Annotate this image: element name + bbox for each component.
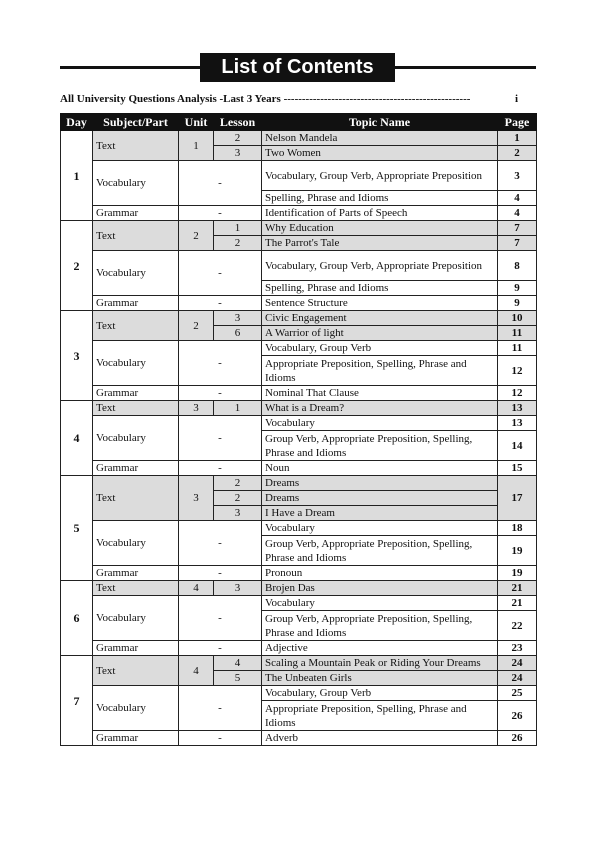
page-number[interactable]: 10 <box>498 311 537 326</box>
subject-text: Text <box>93 476 179 521</box>
table-row <box>61 251 537 281</box>
lesson-number: 2 <box>214 491 262 506</box>
topic-name[interactable]: Vocabulary <box>262 416 498 431</box>
page-number[interactable]: 13 <box>498 416 537 431</box>
topic-name[interactable]: Spelling, Phrase and Idioms <box>262 281 498 296</box>
lesson-number: 4 <box>214 656 262 671</box>
page-number[interactable]: 12 <box>498 386 537 401</box>
day-number: 2 <box>61 221 93 311</box>
unit-number: 4 <box>179 656 214 686</box>
table-row <box>61 476 537 491</box>
table-row <box>61 566 537 581</box>
topic-name[interactable]: Nominal That Clause <box>262 386 498 401</box>
unit-lesson-dash: - <box>179 251 262 296</box>
subject-grammar: Grammar <box>93 566 179 581</box>
subject-grammar: Grammar <box>93 641 179 656</box>
day-number: 4 <box>61 401 93 476</box>
topic-name[interactable]: Sentence Structure <box>262 296 498 311</box>
unit-lesson-dash: - <box>179 731 262 746</box>
page-number[interactable]: 19 <box>498 536 537 566</box>
topic-name[interactable]: Appropriate Preposition, Spelling, Phrase and Idioms <box>262 356 498 386</box>
header-subject: Subject/Part <box>93 114 179 131</box>
unit-lesson-dash: - <box>179 521 262 566</box>
page-number[interactable]: 24 <box>498 656 537 671</box>
page-title: List of Contents <box>200 53 395 82</box>
subject-grammar: Grammar <box>93 206 179 221</box>
subject-vocabulary: Vocabulary <box>93 161 179 206</box>
page-number[interactable]: 12 <box>498 356 537 386</box>
topic-name[interactable]: A Warrior of light <box>262 326 498 341</box>
topic-name[interactable]: Appropriate Preposition, Spelling, Phrase and Idioms <box>262 701 498 731</box>
page-number[interactable]: 21 <box>498 596 537 611</box>
topic-name[interactable]: Dreams <box>262 491 498 506</box>
table-row <box>61 731 537 746</box>
page-number[interactable]: 26 <box>498 731 537 746</box>
contents-table <box>60 113 537 746</box>
page-number[interactable]: 11 <box>498 326 537 341</box>
topic-name[interactable]: Spelling, Phrase and Idioms <box>262 191 498 206</box>
table-row <box>61 461 537 476</box>
subject-grammar: Grammar <box>93 731 179 746</box>
table-row <box>61 341 537 356</box>
topic-name[interactable]: Vocabulary, Group Verb <box>262 341 498 356</box>
topic-name[interactable]: Civic Engagement <box>262 311 498 326</box>
table-header-row <box>61 114 537 131</box>
page-number[interactable]: 9 <box>498 281 537 296</box>
topic-name[interactable]: Dreams <box>262 476 498 491</box>
unit-lesson-dash: - <box>179 161 262 206</box>
subject-text: Text <box>93 581 179 596</box>
unit-number: 1 <box>179 131 214 161</box>
day-number: 7 <box>61 656 93 746</box>
table-row <box>61 521 537 536</box>
day-number: 6 <box>61 581 93 656</box>
unit-lesson-dash: - <box>179 296 262 311</box>
subject-grammar: Grammar <box>93 461 179 476</box>
unit-number: 2 <box>179 311 214 341</box>
lesson-number: 2 <box>214 476 262 491</box>
topic-name[interactable]: Adjective <box>262 641 498 656</box>
topic-name[interactable]: Noun <box>262 461 498 476</box>
topic-name[interactable]: The Parrot's Tale <box>262 236 498 251</box>
topic-name[interactable]: Adverb <box>262 731 498 746</box>
subject-text: Text <box>93 401 179 416</box>
table-body <box>61 131 537 746</box>
subject-text: Text <box>93 131 179 161</box>
page-number[interactable]: 18 <box>498 521 537 536</box>
day-number: 5 <box>61 476 93 581</box>
page-number[interactable]: 26 <box>498 701 537 731</box>
unit-number: 3 <box>179 401 214 416</box>
topic-name[interactable]: Pronoun <box>262 566 498 581</box>
topic-name[interactable]: What is a Dream? <box>262 401 498 416</box>
lesson-number: 3 <box>214 506 262 521</box>
topic-name[interactable]: I Have a Dream <box>262 506 498 521</box>
table-row <box>61 386 537 401</box>
page-number[interactable]: 22 <box>498 611 537 641</box>
page-number[interactable]: 25 <box>498 686 537 701</box>
lesson-number: 1 <box>214 401 262 416</box>
topic-name[interactable]: The Unbeaten Girls <box>262 671 498 686</box>
page-number[interactable]: 7 <box>498 221 537 236</box>
page-number[interactable]: 21 <box>498 581 537 596</box>
table-row <box>61 206 537 221</box>
unit-number: 2 <box>179 221 214 251</box>
unit-lesson-dash: - <box>179 686 262 731</box>
topic-name[interactable]: Two Women <box>262 146 498 161</box>
header-unit: Unit <box>179 114 214 131</box>
unit-lesson-dash: - <box>179 386 262 401</box>
lesson-number: 2 <box>214 131 262 146</box>
table-row <box>61 416 537 431</box>
table-row <box>61 296 537 311</box>
subject-vocabulary: Vocabulary <box>93 416 179 461</box>
lesson-number: 2 <box>214 236 262 251</box>
day-number: 1 <box>61 131 93 221</box>
page-number[interactable]: 19 <box>498 566 537 581</box>
subject-text: Text <box>93 656 179 686</box>
day-number: 3 <box>61 311 93 401</box>
topic-name[interactable]: Why Education <box>262 221 498 236</box>
page-number[interactable]: 1 <box>498 131 537 146</box>
subject-text: Text <box>93 221 179 251</box>
subject-vocabulary: Vocabulary <box>93 521 179 566</box>
topic-name[interactable]: Group Verb, Appropriate Preposition, Spelling, Phrase and Idioms <box>262 536 498 566</box>
table-row <box>61 311 537 326</box>
page-number[interactable]: 11 <box>498 341 537 356</box>
topic-name[interactable]: Vocabulary, Group Verb <box>262 686 498 701</box>
subject-vocabulary: Vocabulary <box>93 341 179 386</box>
page-number[interactable]: 4 <box>498 191 537 206</box>
lesson-number: 6 <box>214 326 262 341</box>
unit-lesson-dash: - <box>179 416 262 461</box>
page-number[interactable]: 15 <box>498 461 537 476</box>
page-number[interactable]: 2 <box>498 146 537 161</box>
unit-lesson-dash: - <box>179 461 262 476</box>
topic-name[interactable]: Vocabulary <box>262 596 498 611</box>
table-row <box>61 686 537 701</box>
lesson-number: 1 <box>214 221 262 236</box>
header-topic: Topic Name <box>262 114 498 131</box>
page-number[interactable]: 7 <box>498 236 537 251</box>
topic-name[interactable]: Identification of Parts of Speech <box>262 206 498 221</box>
topic-name[interactable]: Nelson Mandela <box>262 131 498 146</box>
table-row <box>61 221 537 236</box>
subject-vocabulary: Vocabulary <box>93 596 179 641</box>
lesson-number: 3 <box>214 581 262 596</box>
unit-lesson-dash: - <box>179 641 262 656</box>
header-page: Page <box>498 114 537 131</box>
table-row <box>61 581 537 596</box>
unit-number: 3 <box>179 476 214 521</box>
table-row <box>61 656 537 671</box>
topic-name[interactable]: Vocabulary <box>262 521 498 536</box>
page-number[interactable]: 17 <box>498 476 537 521</box>
topic-name[interactable]: Brojen Das <box>262 581 498 596</box>
unit-lesson-dash: - <box>179 596 262 641</box>
title-rule-left <box>60 66 205 69</box>
unit-lesson-dash: - <box>179 206 262 221</box>
subject-vocabulary: Vocabulary <box>93 686 179 731</box>
title-rule-right <box>391 66 536 69</box>
analysis-page: i <box>512 93 518 105</box>
analysis-line[interactable] <box>60 93 536 105</box>
subject-grammar: Grammar <box>93 386 179 401</box>
page-number[interactable]: 14 <box>498 431 537 461</box>
unit-number: 4 <box>179 581 214 596</box>
analysis-label: All University Questions Analysis -Last 3 Years --------------------------------------------------- <box>60 93 471 105</box>
subject-vocabulary: Vocabulary <box>93 251 179 296</box>
topic-name[interactable]: Group Verb, Appropriate Preposition, Spelling, Phrase and Idioms <box>262 431 498 461</box>
topic-name[interactable]: Vocabulary, Group Verb, Appropriate Preposition <box>262 161 498 191</box>
lesson-number: 5 <box>214 671 262 686</box>
subject-grammar: Grammar <box>93 296 179 311</box>
page-number[interactable]: 8 <box>498 251 537 281</box>
unit-lesson-dash: - <box>179 566 262 581</box>
page-number[interactable]: 23 <box>498 641 537 656</box>
lesson-number: 3 <box>214 146 262 161</box>
lesson-number: 3 <box>214 311 262 326</box>
header-day: Day <box>61 114 93 131</box>
table-row <box>61 596 537 611</box>
page-number[interactable]: 13 <box>498 401 537 416</box>
table-row <box>61 401 537 416</box>
header-lesson: Lesson <box>214 114 262 131</box>
table-row <box>61 641 537 656</box>
page-number[interactable]: 24 <box>498 671 537 686</box>
page-number[interactable]: 3 <box>498 161 537 191</box>
page-number[interactable]: 9 <box>498 296 537 311</box>
subject-text: Text <box>93 311 179 341</box>
topic-name[interactable]: Group Verb, Appropriate Preposition, Spelling, Phrase and Idioms <box>262 611 498 641</box>
unit-lesson-dash: - <box>179 341 262 386</box>
topic-name[interactable]: Scaling a Mountain Peak or Riding Your Dreams <box>262 656 498 671</box>
topic-name[interactable]: Vocabulary, Group Verb, Appropriate Preposition <box>262 251 498 281</box>
page-number[interactable]: 4 <box>498 206 537 221</box>
table-row <box>61 131 537 146</box>
table-row <box>61 161 537 191</box>
